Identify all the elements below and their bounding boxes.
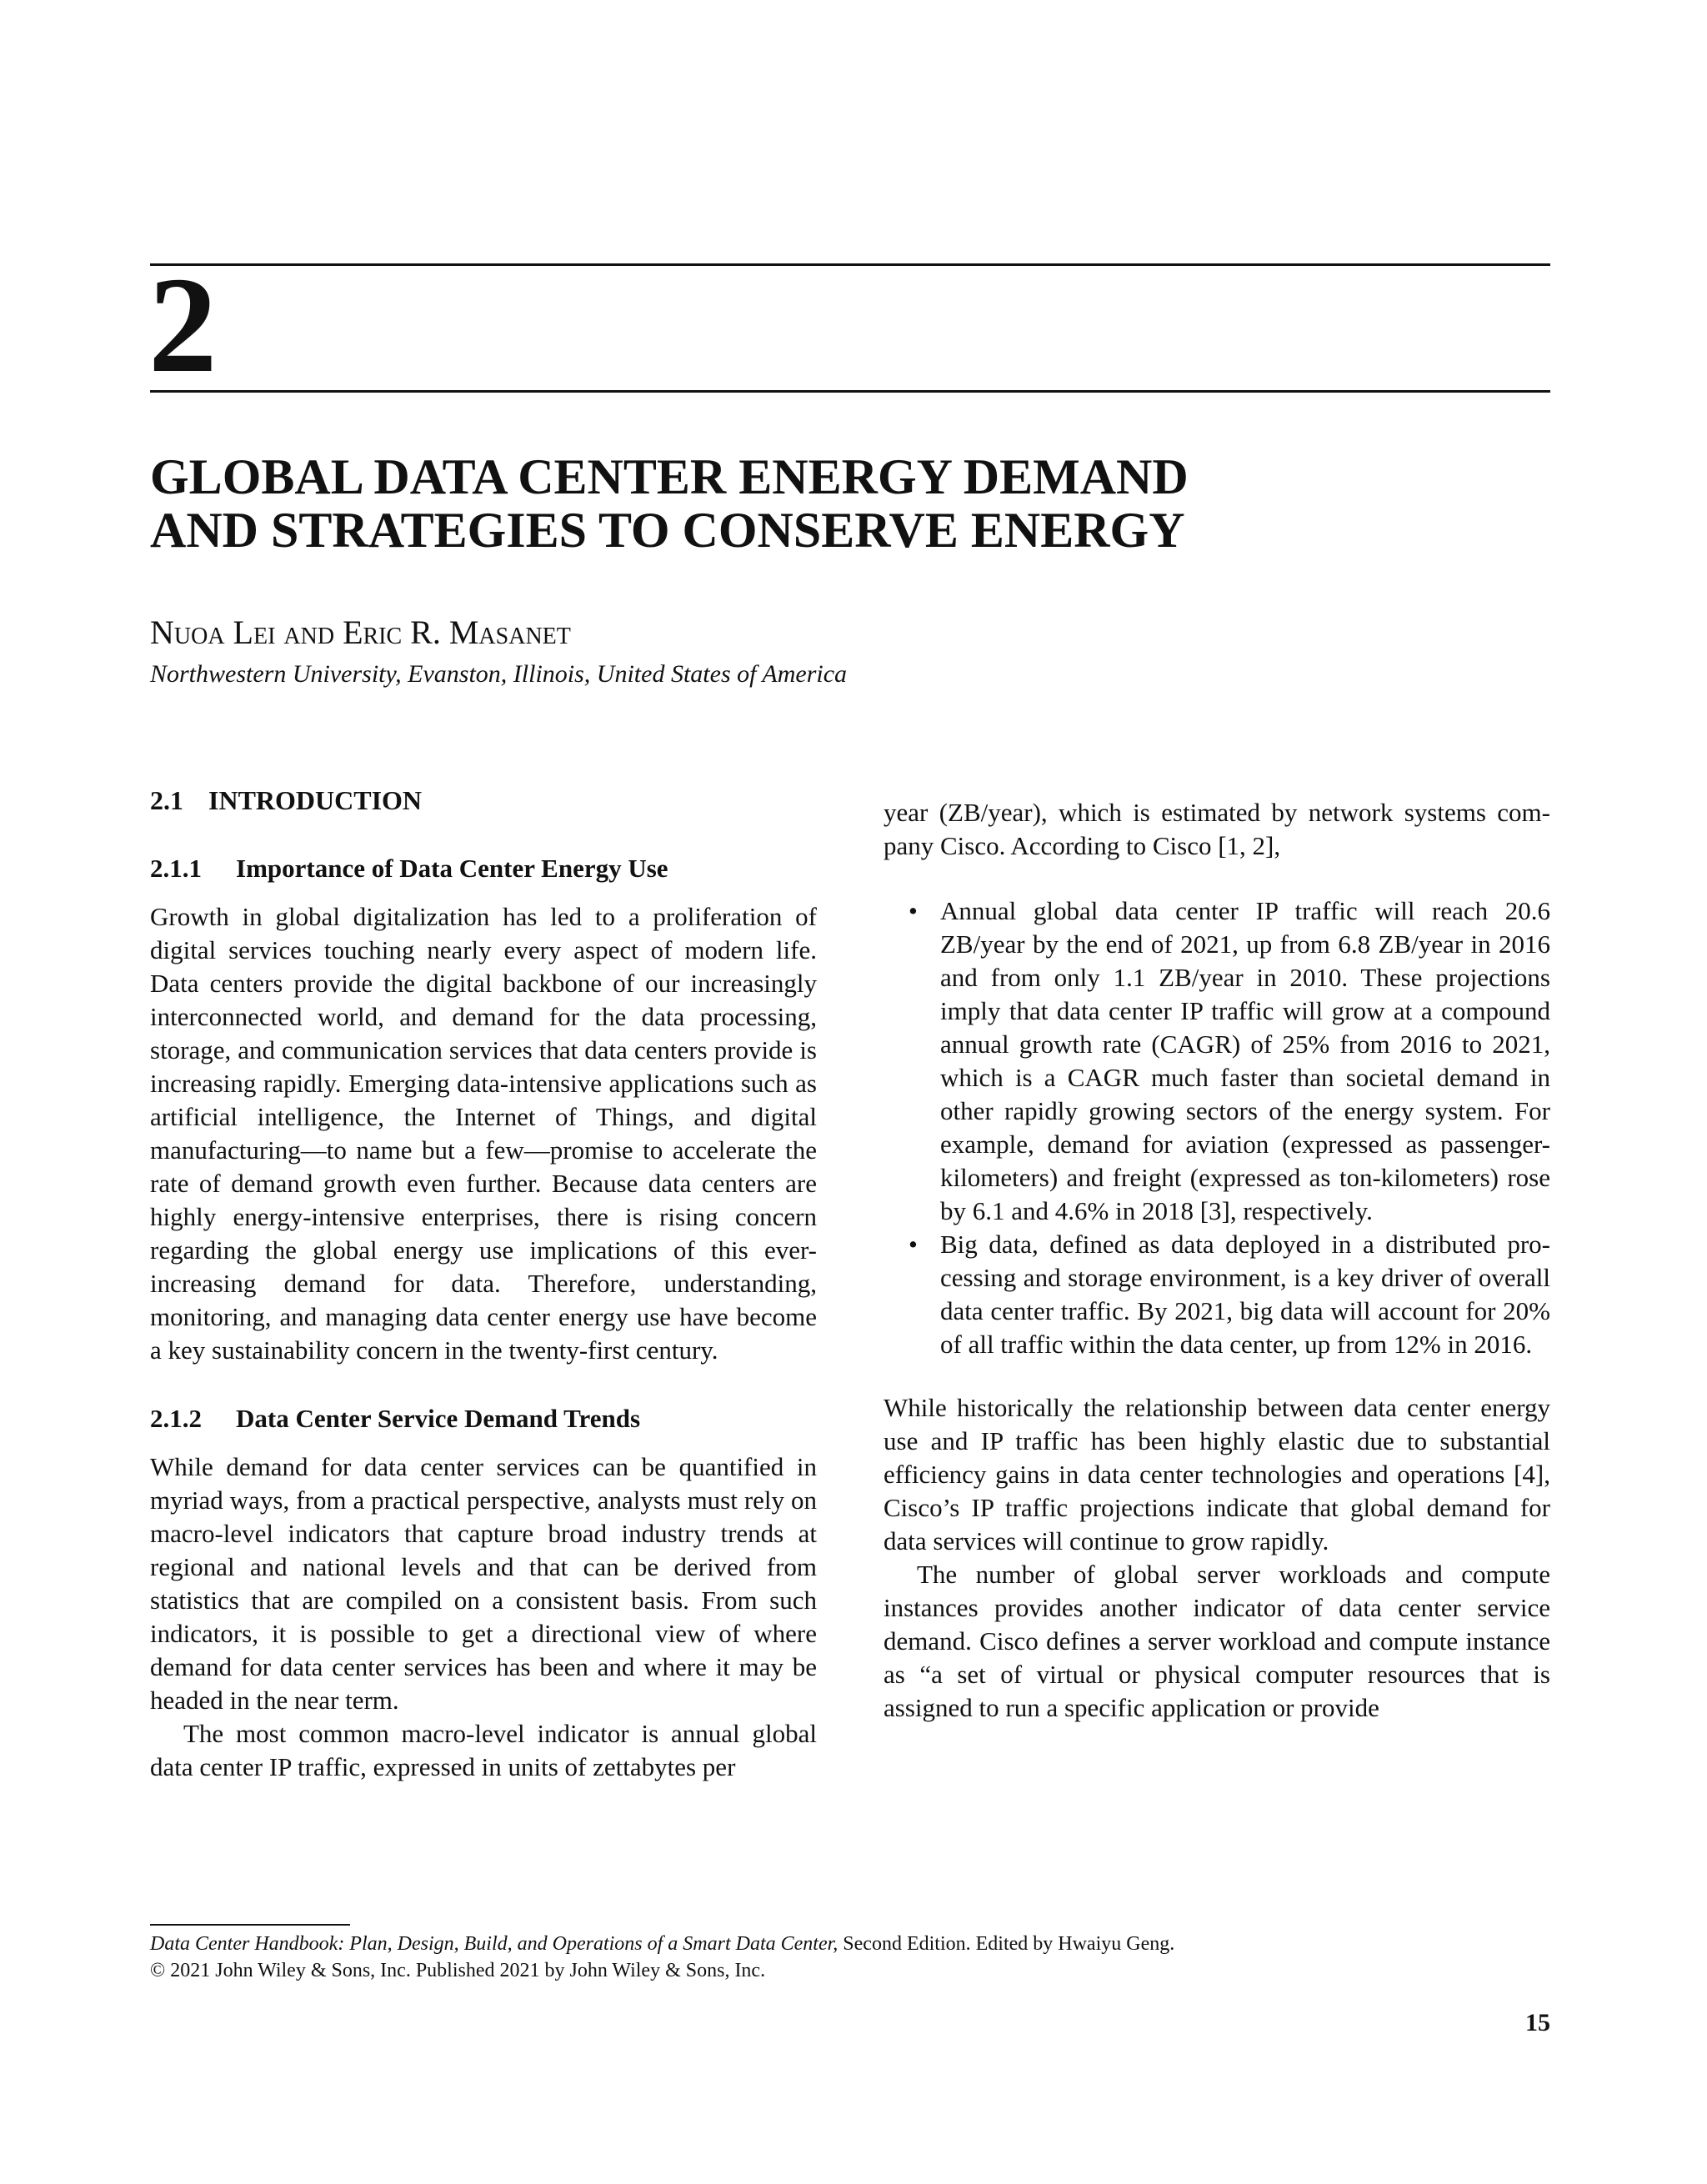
- section-heading: [150, 784, 817, 817]
- paragraph-demand-trends: While demand for data center services can be quantified in myriad ways, from a practical perspective, analysts must rely on macro-level indicators that capture broad industry trends at regional and national levels and that can be derived from statistics that are compiled on a consistent basis. From such indicators, it is possible to get a directional view of where demand for data center services has been and where it may be headed in the near term.: [150, 1452, 817, 1715]
- right-column: [884, 796, 1550, 1725]
- chapter-rule: [150, 390, 1550, 393]
- affiliation: Northwestern University, Evanston, Illinois, United States of America: [150, 660, 848, 688]
- footnote-copyright: © 2021 John Wiley & Sons, Inc. Published 2021 by John Wiley & Sons, Inc.: [150, 1960, 766, 1981]
- footnote-line-1: [150, 1931, 1550, 1957]
- footnote-edition: Second Edition. Edited by Hwaiyu Geng.: [838, 1933, 1175, 1955]
- subsection-title-1: Importance of Data Center Energy Use: [236, 854, 668, 883]
- bullet-list: [884, 894, 1550, 1361]
- subsection-heading-1: [150, 852, 817, 885]
- bullet-item-big-data: [884, 1228, 1550, 1361]
- paragraph-elasticity: While historically the relationship between data center energy use and IP traffic has been highly elastic due to substantial efficiency gains in data center technologies and operations [4], Cisco’s IP traffic projections indicate that global demand for data services will continue to grow rapidly.: [884, 1393, 1550, 1555]
- paragraph-ip-traffic-intro: The most common macro-level indicator is annual global data center IP traffic, expressed in units of zettabytes per: [150, 1719, 817, 1781]
- footnote-book-title: Data Center Handbook: [150, 1933, 338, 1955]
- section-number: 2.1: [150, 785, 183, 815]
- section-title: INTRODUCTION: [208, 785, 423, 815]
- chapter-title: [150, 450, 1484, 557]
- footnote-rule: [150, 1924, 350, 1926]
- bullet-text-big-data: Big data, defined as data deployed in a distributed processing and storage environment, is a key driver of overall data center traffic. By 2021, big data will account for 20% of all traffic within the data center, up from 12% in 2016.: [940, 1230, 1550, 1359]
- page-number: 15: [1525, 2009, 1550, 2036]
- bullet-item-ip-traffic: [884, 894, 1550, 1228]
- chapter-number: 2: [148, 248, 218, 401]
- paragraph-workloads: The number of global server workloads and compute instances provides another indicator of data center service demand. Cisco defines a server workload and compute instance as “a set of virtual or physical computer resources that is assigned to run a specific application or provide: [884, 1560, 1550, 1722]
- top-rule: [150, 263, 1550, 266]
- bullet-marker: •: [909, 896, 918, 925]
- paragraph-cisco-intro: year (ZB/year), which is estimated by network systems company Cisco. According to Cisco [1, 2],: [884, 798, 1550, 860]
- chapter-title-line-2: AND STRATEGIES TO CONSERVE ENERGY: [150, 503, 1185, 558]
- paragraph-importance: Growth in global digitalization has led to a proliferation of digital services touching nearly every aspect of modern life. Data centers provide the digital backbone of our increasingly interconnected world, and demand for the data processing, storage, and communication services that data centers provide is increasing rapidly. Emerging data-intensive applications such as artificial intelligence, the Internet of Things, and digital manufacturing—to name but a few—promise to accelerate the rate of demand growth even further. Because data centers are highly energy-intensive enterprises, there is rising concern regarding the global energy use implications of this ever-increasing demand for data. Therefore, understanding, monitoring, and managing data center energy use have become a key sustainability concern in the twenty-first century.: [150, 902, 817, 1365]
- left-column: [150, 784, 817, 1784]
- footnote: [150, 1931, 1550, 1984]
- subsection-title-2: Data Center Service Demand Trends: [236, 1404, 641, 1433]
- subsection-number-2: 2.1.2: [150, 1404, 202, 1433]
- footnote-book-subtitle: : Plan, Design, Build, and Operations of a Smart Data Center,: [338, 1933, 838, 1955]
- bullet-marker: •: [909, 1230, 918, 1259]
- subsection-heading-2: [150, 1402, 817, 1435]
- subsection-number-1: 2.1.1: [150, 854, 202, 883]
- bullet-text-ip-traffic: Annual global data center IP traffic will reach 20.6 ZB/year by the end of 2021, up from 6.8 ZB/year in 2016 and from only 1.1 ZB/year in 2010. These projections imply that data center IP traffic will grow at a compound annual growth rate (CAGR) of 25% from 2016 to 2021, which is a CAGR much faster than societal demand in other rapidly growing sectors of the energy system. For example, demand for aviation (expressed as passenger-kilometers) and freight (expressed as ton-kilometers) rose by 6.1 and 4.6% in 2018 [3], respectively.: [940, 896, 1550, 1225]
- chapter-title-line-1: GLOBAL DATA CENTER ENERGY DEMAND: [150, 449, 1189, 504]
- authors: Nuoa Lei and Eric R. Masanet: [150, 614, 571, 651]
